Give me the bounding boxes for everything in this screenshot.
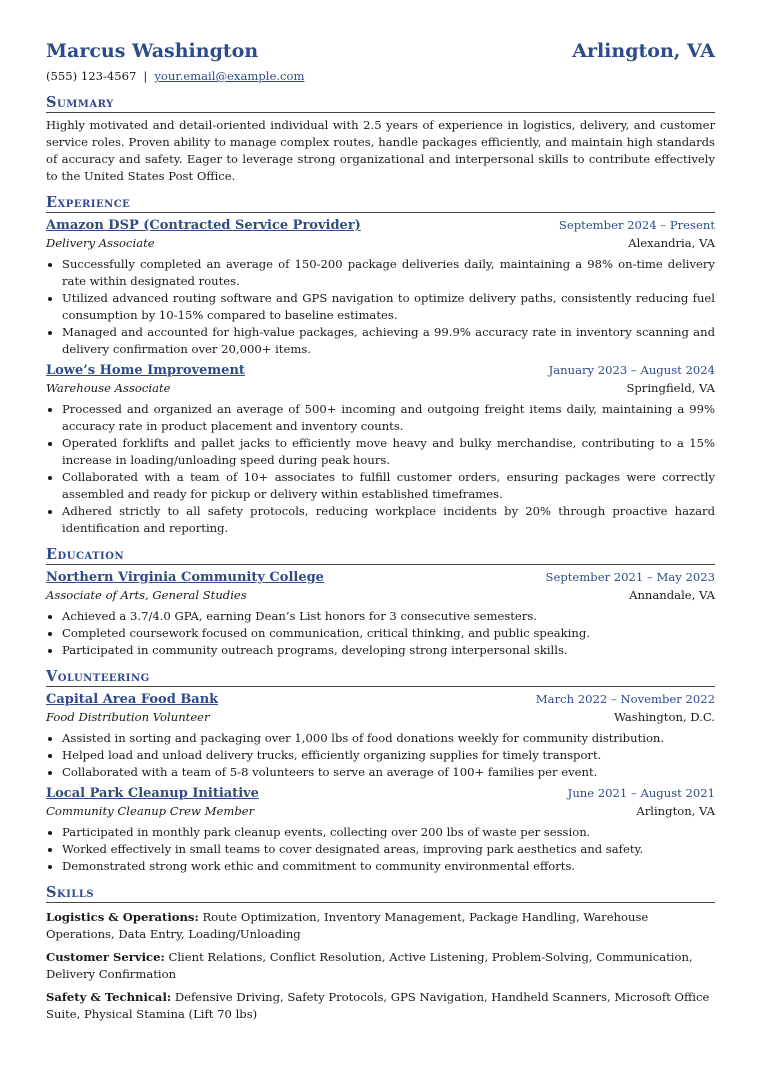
email-link[interactable]: your.email@example.com (154, 69, 305, 83)
entry-subheader (46, 803, 715, 820)
skills-list (46, 909, 715, 1023)
organization-name[interactable]: Lowe’s Home Improvement (46, 363, 245, 378)
skill-row (46, 949, 715, 983)
resume-header (46, 38, 715, 64)
organization-name[interactable]: Capital Area Food Bank (46, 692, 219, 707)
entry-location: Annandale, VA (629, 588, 715, 602)
bullet-item: • Utilized advanced routing software and GPS navigation to optimize delivery paths, consistently reducing fuel consumption by 10-15% compared to baseline estimates. (62, 290, 715, 324)
section-title-summary: Summary (46, 94, 715, 113)
bullet-list (46, 256, 715, 358)
role-title: Food Distribution Volunteer (46, 710, 210, 724)
skill-category: Customer Service: (46, 950, 165, 964)
entry-subheader (46, 380, 715, 397)
entry-header (46, 690, 715, 709)
organization-name[interactable]: Local Park Cleanup Initiative (46, 786, 259, 801)
entry-location: Springfield, VA (626, 381, 715, 395)
bullet-list (46, 824, 715, 875)
organization-name[interactable]: Northern Virginia Community College (46, 570, 324, 585)
bullet-item: • Managed and accounted for high-value packages, achieving a 99.9% accuracy rate in inventory scanning and delivery confirmation over 20,000+ items. (62, 324, 715, 358)
bullet-item: • Completed coursework focused on communication, critical thinking, and public speaking. (62, 625, 715, 642)
section-title-skills: Skills (46, 884, 715, 903)
experience-entry (46, 361, 715, 537)
education-entry (46, 568, 715, 659)
bullet-list (46, 401, 715, 537)
entry-header (46, 361, 715, 380)
entry-subheader (46, 709, 715, 726)
skill-category: Safety & Technical: (46, 990, 172, 1004)
role-title: Associate of Arts, General Studies (46, 588, 247, 602)
bullet-item: • Operated forklifts and pallet jacks to efficiently move heavy and bulky merchandise, contributing to a 15% increase in loading/unloading speed during peak hours. (62, 435, 715, 469)
date-range: June 2021 – August 2021 (567, 786, 715, 800)
entry-subheader (46, 235, 715, 252)
contact-line (46, 68, 715, 85)
summary-text: Highly motivated and detail-oriented individual with 2.5 years of experience in logistics, delivery, and customer service roles. Proven ability to manage complex routes, handle packages efficiently, and maintain high standards of accuracy and safety. Eager to leverage strong organizational and interpersonal skills to contribute effectively to the United States Post Office. (46, 118, 715, 183)
bullet-item: • Helped load and unload delivery trucks, efficiently organizing supplies for timely transport. (62, 747, 715, 764)
bullet-item: • Worked effectively in small teams to cover designated areas, improving park aesthetics and safety. (62, 841, 715, 858)
resume-page (46, 38, 715, 1023)
bullet-item: • Achieved a 3.7/4.0 GPA, earning Dean’s List honors for 3 consecutive semesters. (62, 608, 715, 625)
skill-items: Defensive Driving, Safety Protocols, GPS Navigation, Handheld Scanners, Microsoft Office Suite, Physical Stamina (Lift 70 lbs) (46, 990, 710, 1021)
date-range: March 2022 – November 2022 (535, 692, 715, 706)
education-list (46, 568, 715, 659)
volunteering-list (46, 690, 715, 875)
entry-subheader (46, 587, 715, 604)
entry-header (46, 784, 715, 803)
entry-header (46, 216, 715, 235)
bullet-item: • Participated in monthly park cleanup events, collecting over 200 lbs of waste per session. (62, 824, 715, 841)
bullet-item: • Demonstrated strong work ethic and commitment to community environmental efforts. (62, 858, 715, 875)
entry-header (46, 568, 715, 587)
candidate-location: Arlington, VA (572, 40, 715, 62)
experience-entry (46, 216, 715, 358)
organization-name[interactable]: Amazon DSP (Contracted Service Provider) (46, 218, 361, 233)
bullet-item: • Participated in community outreach programs, developing strong interpersonal skills. (62, 642, 715, 659)
volunteering-entry (46, 784, 715, 875)
bullet-item: • Successfully completed an average of 150-200 package deliveries daily, maintaining a 98% on-time delivery rate within designated routes. (62, 256, 715, 290)
date-range: September 2024 – Present (558, 218, 715, 232)
bullet-item: • Adhered strictly to all safety protocols, reducing workplace incidents by 20% through proactive hazard identification and reporting. (62, 503, 715, 537)
section-title-volunteering: Volunteering (46, 668, 715, 687)
experience-list (46, 216, 715, 537)
candidate-name: Marcus Washington (46, 40, 259, 62)
skill-items: Route Optimization, Inventory Management, Package Handling, Warehouse Operations, Data Entry, Loading/Unloading (46, 910, 649, 941)
date-range: January 2023 – August 2024 (548, 363, 715, 377)
skill-row (46, 909, 715, 943)
role-title: Warehouse Associate (46, 381, 171, 395)
section-title-education: Education (46, 546, 715, 565)
skill-row (46, 989, 715, 1023)
bullet-list (46, 730, 715, 781)
entry-location: Washington, D.C. (613, 710, 715, 724)
bullet-item: • Collaborated with a team of 5-8 volunteers to serve an average of 100+ families per event. (62, 764, 715, 781)
section-title-experience: Experience (46, 194, 715, 213)
role-title: Community Cleanup Crew Member (46, 804, 255, 818)
volunteering-entry (46, 690, 715, 781)
bullet-item: • Collaborated with a team of 10+ associates to fulfill customer orders, ensuring packages were correctly assembled and ready for pickup or delivery within established timeframes. (62, 469, 715, 503)
skill-items: Client Relations, Conflict Resolution, Active Listening, Problem-Solving, Communication, Delivery Confirmation (46, 950, 693, 981)
bullet-item: • Assisted in sorting and packaging over 1,000 lbs of food donations weekly for community distribution. (62, 730, 715, 747)
role-title: Delivery Associate (46, 236, 155, 250)
skill-category: Logistics & Operations: (46, 910, 199, 924)
bullet-list (46, 608, 715, 659)
bullet-item: • Processed and organized an average of 500+ incoming and outgoing freight items daily, maintaining a 99% accuracy rate in product placement and inventory counts. (62, 401, 715, 435)
contact-separator: | (143, 69, 148, 83)
phone-number: (555) 123-4567 (46, 69, 137, 83)
entry-location: Arlington, VA (636, 804, 715, 818)
entry-location: Alexandria, VA (628, 236, 715, 250)
date-range: September 2021 – May 2023 (545, 570, 715, 584)
